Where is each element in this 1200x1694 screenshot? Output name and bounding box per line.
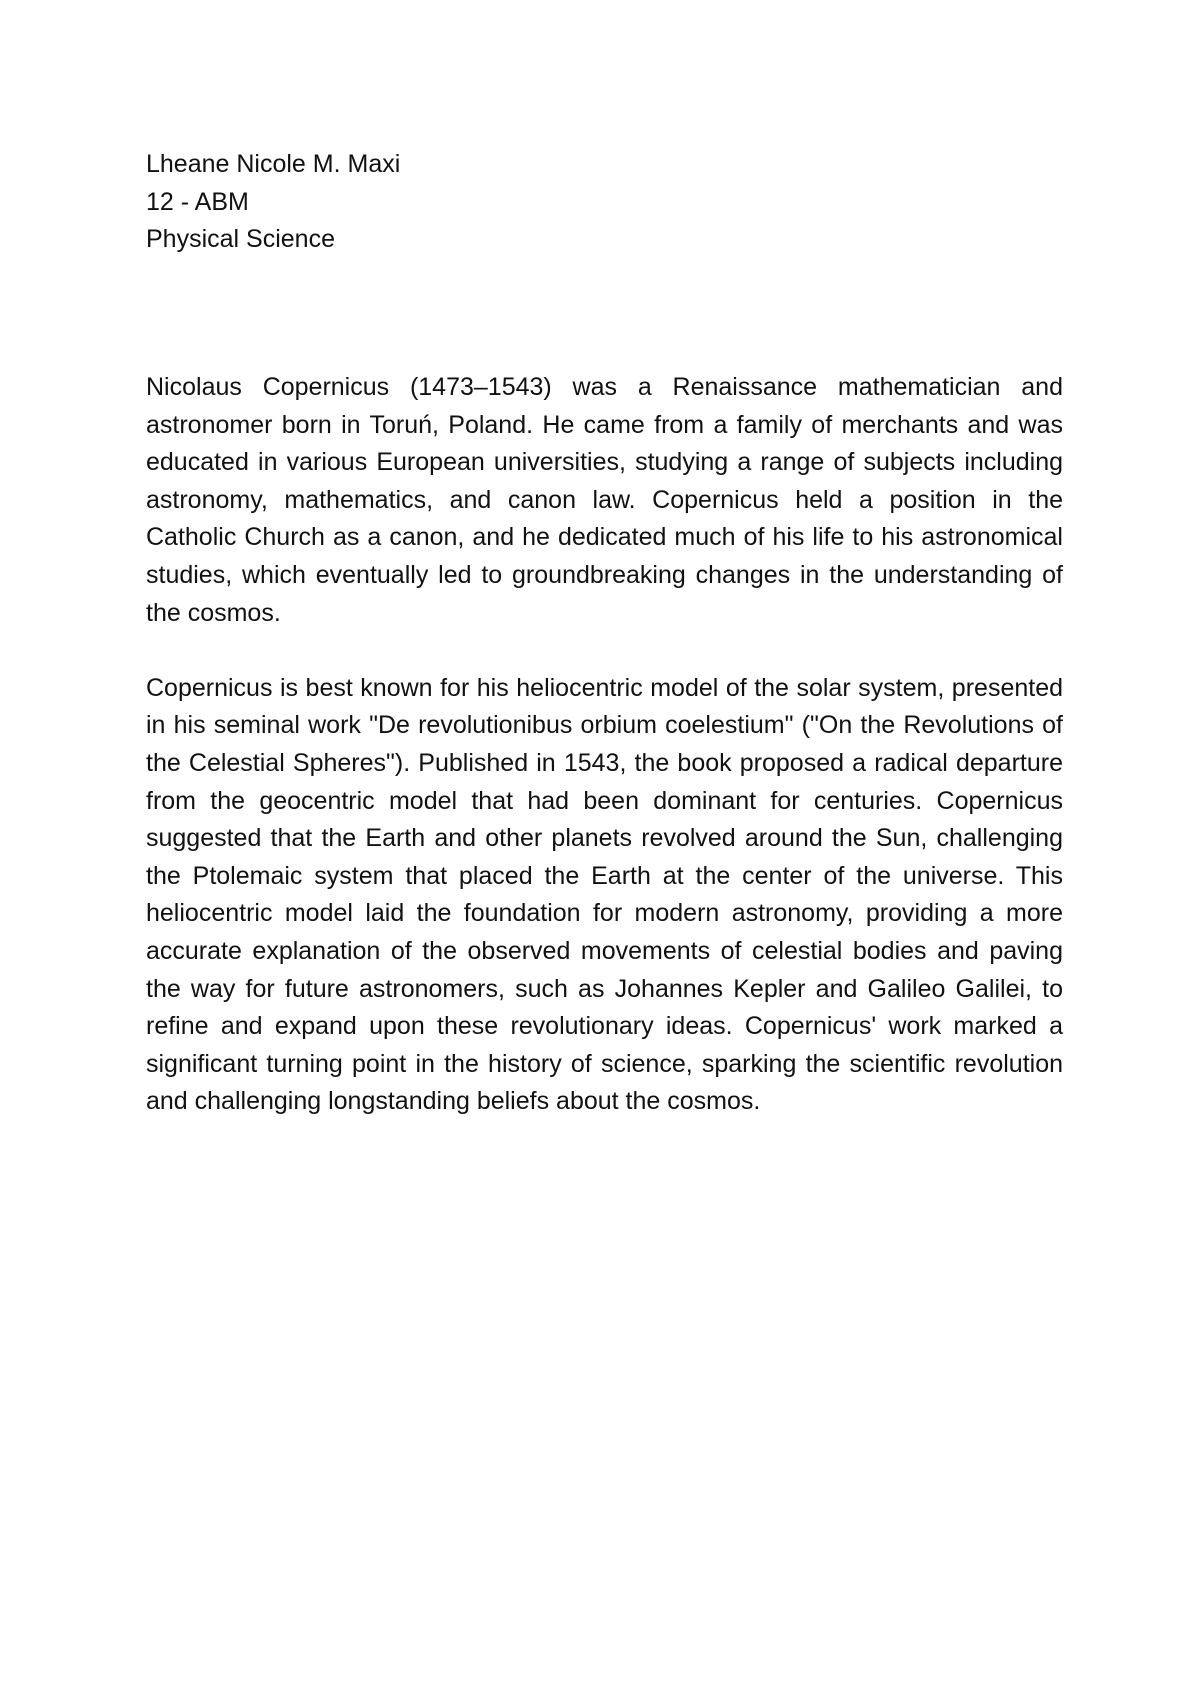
paragraph-biography: Nicolaus Copernicus (1473–1543) was a Renaissance mathematician and astronomer born in Toruń, Poland. He came from a family of merchants and was educated in various European universities, studying a range of subjects including astronomy, mathematics, and canon law. Copernicus held a position in the Catholic Church as a canon, and he dedicated much of his life to his astronomical studies, which eventually led to groundbreaking changes in the understanding of the cosmos. xyxy=(146,373,1063,627)
paragraph-heliocentric-model: Copernicus is best known for his heliocentric model of the solar system, presented in his seminal work "De revolutionibus orbium coelestium" ("On the Revolutions of the Celestial Spheres"). Published in 1543, the book proposed a radical departure from the geocentric model that had been dominant for centuries. Copernicus suggested that the Earth and other planets revolved around the Sun, challenging the Ptolemaic system that placed the Earth at the center of the universe. This heliocentric model laid the foundation for modern astronomy, providing a more accurate explanation of the observed movements of celestial bodies and paving the way for future astronomers, such as Johannes Kepler and Galileo Galilei, to refine and expand upon these revolutionary ideas. Copernicus' work marked a significant turning point in the history of science, sparking the scientific revolution and challenging longstanding beliefs about the cosmos. xyxy=(146,673,1063,1116)
subject-title: Physical Science xyxy=(146,225,335,253)
student-name: Lheane Nicole M. Maxi xyxy=(146,150,401,178)
document-body xyxy=(146,369,1063,1121)
document-header xyxy=(146,146,1066,259)
grade-section: 12 - ABM xyxy=(146,187,249,216)
